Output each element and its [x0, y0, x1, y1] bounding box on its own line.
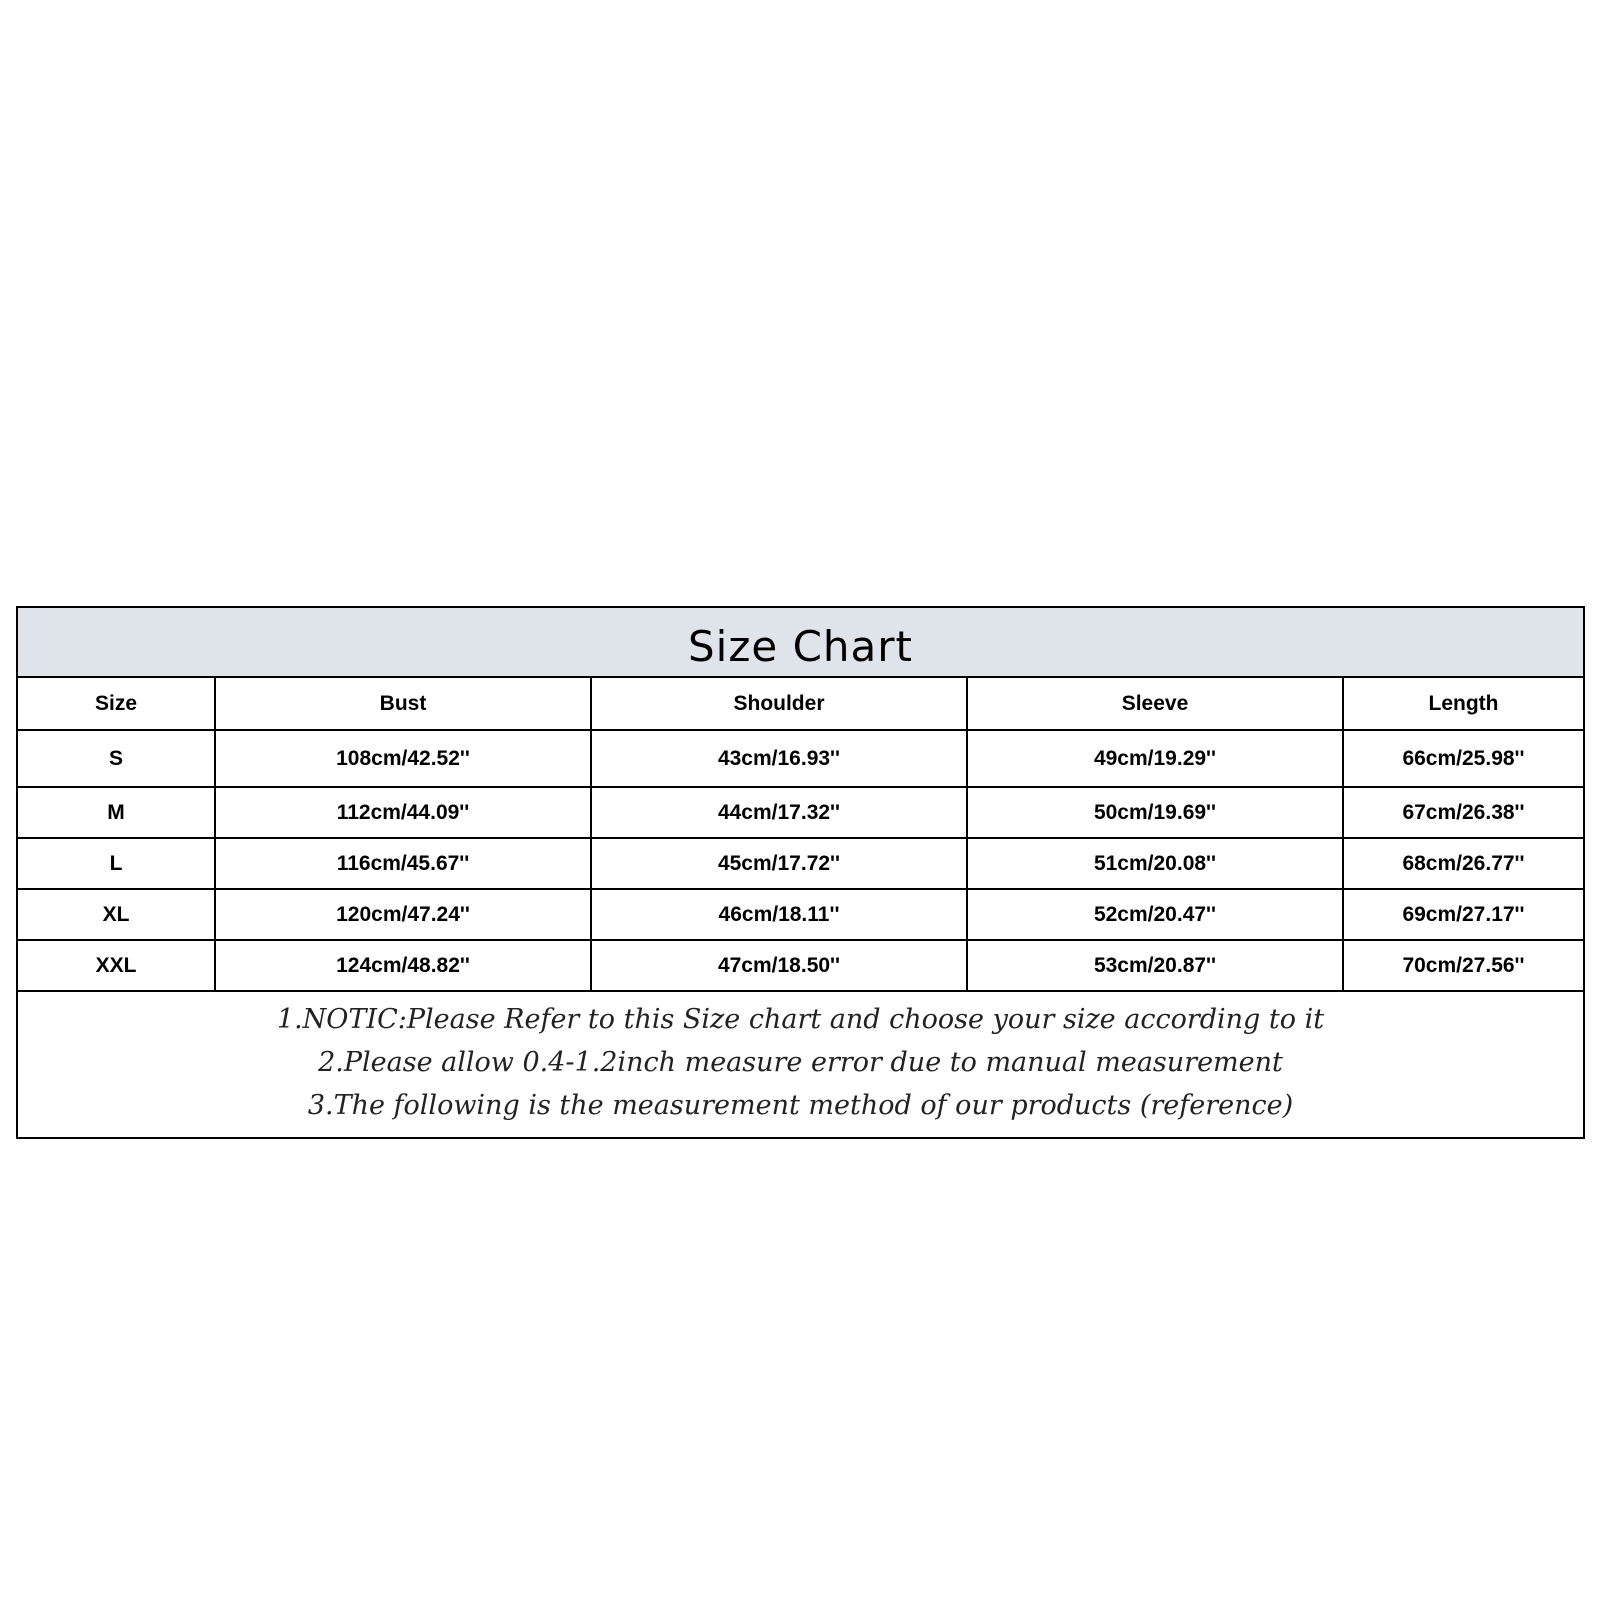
shoulder-cell: 46cm/18.11'' [591, 889, 967, 940]
length-cell: 69cm/27.17'' [1343, 889, 1583, 940]
note-line: 1.NOTIC:Please Refer to this Size chart and choose your size according to it [276, 1004, 1325, 1035]
sleeve-cell: 50cm/19.69'' [967, 787, 1343, 838]
column-header-length: Length [1343, 678, 1583, 730]
bust-cell: 112cm/44.09'' [215, 787, 591, 838]
column-header-sleeve: Sleeve [967, 678, 1343, 730]
length-cell: 66cm/25.98'' [1343, 730, 1583, 787]
shoulder-cell: 44cm/17.32'' [591, 787, 967, 838]
length-cell: 70cm/27.56'' [1343, 940, 1583, 991]
shoulder-cell: 45cm/17.72'' [591, 838, 967, 889]
note-line: 3.The following is the measurement method of our products (reference) [307, 1090, 1294, 1121]
size-cell: XL [18, 889, 215, 940]
column-header-size: Size [18, 678, 215, 730]
chart-title: Size Chart [688, 621, 913, 671]
column-header-bust: Bust [215, 678, 591, 730]
size-chart [16, 606, 1585, 1139]
bust-cell: 108cm/42.52'' [215, 730, 591, 787]
sleeve-cell: 53cm/20.87'' [967, 940, 1343, 991]
size-cell: M [18, 787, 215, 838]
sleeve-cell: 51cm/20.08'' [967, 838, 1343, 889]
size-table [18, 678, 1583, 992]
sleeve-cell: 49cm/19.29'' [967, 730, 1343, 787]
table-row [18, 838, 1583, 889]
table-row [18, 889, 1583, 940]
bust-cell: 120cm/47.24'' [215, 889, 591, 940]
size-cell: L [18, 838, 215, 889]
header-row [18, 678, 1583, 730]
table-row [18, 940, 1583, 991]
length-cell: 67cm/26.38'' [1343, 787, 1583, 838]
bust-cell: 124cm/48.82'' [215, 940, 591, 991]
title-bar [18, 608, 1583, 678]
shoulder-cell: 43cm/16.93'' [591, 730, 967, 787]
sleeve-cell: 52cm/20.47'' [967, 889, 1343, 940]
bust-cell: 116cm/45.67'' [215, 838, 591, 889]
column-header-shoulder: Shoulder [591, 678, 967, 730]
length-cell: 68cm/26.77'' [1343, 838, 1583, 889]
shoulder-cell: 47cm/18.50'' [591, 940, 967, 991]
table-row [18, 730, 1583, 787]
size-cell: XXL [18, 940, 215, 991]
size-cell: S [18, 730, 215, 787]
table-row [18, 787, 1583, 838]
notes-section [18, 992, 1583, 1127]
note-line: 2.Please allow 0.4-1.2inch measure error due to manual measurement [318, 1047, 1283, 1078]
